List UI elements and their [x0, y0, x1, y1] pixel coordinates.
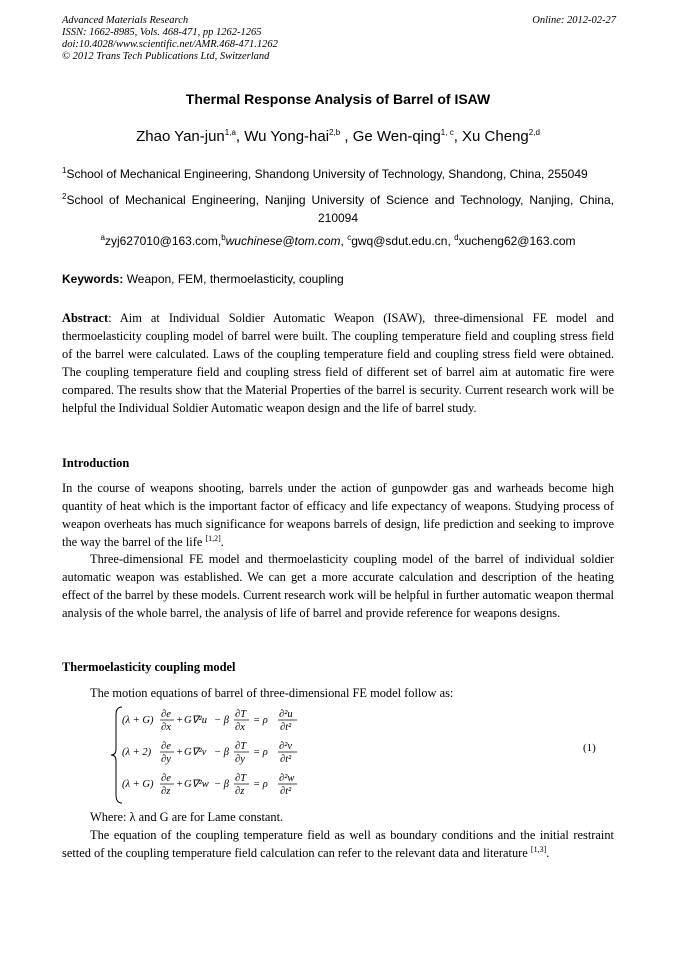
email-sep: , [340, 234, 348, 248]
email-list [62, 234, 614, 248]
eq-beta: − β [214, 747, 229, 758]
journal-name: Advanced Materials Research [62, 15, 189, 26]
motion-equations-intro: The motion equations of barrel of three-dimensional FE model follow as: [90, 686, 454, 700]
eq-plus: + [176, 747, 184, 758]
equation-row [122, 741, 297, 765]
author-list [62, 128, 614, 145]
eq-lap: G∇²w [184, 779, 209, 790]
motion-equation-system [110, 705, 330, 805]
affiliation-2 [62, 191, 614, 227]
author-sup: 1, c [440, 128, 454, 137]
eq-dtvar: ∂z [235, 786, 245, 797]
author-name: Zhao Yan-jun [136, 128, 225, 145]
journal-header [62, 15, 278, 63]
equation-number: (1) [583, 742, 596, 754]
coupling-paragraph [62, 826, 614, 862]
eq-rho: = ρ [253, 715, 268, 726]
paragraph-end: . [220, 535, 224, 549]
affiliation-text: School of Mechanical Engineering, Nanjing University of Science and Technology, Nanjing, China, 210094 [66, 193, 614, 225]
author-sup: 2,d [528, 128, 540, 137]
paragraph-text: The equation of the coupling temperature field as well as boundary conditions and the initial restraint setted of the coupling temperature field calculation can refer to the relevant data and literature [62, 828, 614, 860]
left-brace [111, 707, 122, 803]
author-sup: 1,a [224, 128, 236, 137]
affiliation-sup: 2 [62, 192, 67, 201]
eq-lap: G∇²u [184, 715, 208, 726]
author-sep: , [235, 128, 245, 145]
author-name: Xu Cheng [462, 128, 529, 145]
eq-dtvar: ∂x [235, 722, 245, 733]
introduction-paragraph-2: Three-dimensional FE model and thermoelasticity coupling model of the barrel of individual soldier automatic weapon was established. We can get a more accurate calculation and description of the heating effect of the barrel by these models. Current research work will be helpful in further automatic weapon thermal analysis of the whole barrel, the analysis of life of barrel and provide reference for weapons designs. [62, 552, 614, 620]
email-b[interactable]: wuchinese@tom.com [225, 234, 341, 248]
online-date: Online: 2012-02-27 [532, 15, 616, 26]
author-sep: , [453, 128, 463, 145]
affiliation-text: School of Mechanical Engineering, Shandong University of Technology, Shandong, China, 255049 [66, 167, 588, 181]
eq-lap: G∇²v [184, 747, 207, 758]
email-sup: c [347, 233, 352, 242]
author-sep: , [340, 128, 353, 145]
eq-dtvar: ∂y [235, 754, 245, 765]
citation: [1,3] [530, 844, 547, 854]
paper-title: Thermal Response Analysis of Barrel of ISAW [185, 91, 491, 107]
eq-dt2: ∂t² [280, 786, 292, 797]
keywords-text: Weapon, FEM, thermoelasticity, coupling [123, 272, 344, 286]
email-sup: d [454, 233, 459, 242]
keywords-label: Keywords: [62, 272, 124, 286]
eq-d2: ∂²w [279, 773, 295, 784]
eq-dt2: ∂t² [280, 722, 292, 733]
eq-dvar: ∂y [161, 754, 171, 765]
eq-de: ∂e [161, 741, 171, 752]
eq-d2: ∂²u [279, 709, 293, 720]
eq-rho: = ρ [253, 747, 268, 758]
citation: [1,2] [205, 533, 221, 543]
author-name: Ge Wen-qing [352, 128, 441, 145]
eq-coef: (λ + G) [122, 715, 154, 726]
abstract-label: Abstract [62, 311, 109, 325]
eq-dt: ∂T [235, 709, 247, 720]
copyright-line: © 2012 Trans Tech Publications Ltd, Switzerland [62, 51, 270, 62]
eq-rho: = ρ [253, 779, 268, 790]
paragraph-end: . [546, 846, 550, 860]
email-a[interactable]: zyj627010@163.com, [104, 234, 222, 248]
eq-dvar: ∂z [161, 786, 171, 797]
paragraph-text: In the course of weapons shooting, barrels under the action of gunpowder gas and warheads become high quantity of heat which is the important factor of efficacy and life expectancy of weapons. Studying process of weapon overheats has much significance for weapons barrels of design, life prediction and seeking to improve the way the barrel of the life [62, 481, 614, 549]
author-name: Wu Yong-hai [244, 128, 330, 145]
abstract-text: : Aim at Individual Soldier Automatic Weapon (ISAW), three-dimensional FE model and thermoelasticity coupling model of barrel were built. The coupling temperature field and coupling stress field of the barrel were calculated. Laws of the coupling temperature field and coupling stress field were obtained. The coupling temperature field and coupling stress field of different set of barrel aim at automatic fire were compared. The results show that the Material Properties of the barrel is security. Current research work will be helpful the Individual Soldier Automatic weapon design and the life of barrel study. [62, 311, 614, 415]
keywords-line [62, 272, 614, 286]
eq-dvar: ∂x [161, 722, 171, 733]
equation-row [122, 773, 297, 797]
email-c[interactable]: gwq@sdut.edu.cn, [351, 234, 455, 248]
author-sup: 2,b [329, 128, 341, 137]
email-d[interactable]: xucheng62@163.com [458, 234, 576, 248]
introduction-paragraph-1 [62, 479, 614, 551]
doi-line: doi:10.4028/www.scientific.net/AMR.468-471.1262 [62, 39, 278, 50]
eq-de: ∂e [161, 709, 171, 720]
email-sup: b [221, 233, 226, 242]
eq-beta: − β [214, 715, 229, 726]
eq-plus: + [176, 779, 184, 790]
introduction-heading: Introduction [62, 456, 130, 470]
email-sup: a [100, 233, 105, 242]
where-line: Where: λ and G are for Lame constant. [90, 810, 284, 824]
thermo-heading: Thermoelasticity coupling model [62, 660, 236, 674]
eq-beta: − β [214, 779, 229, 790]
eq-dt2: ∂t² [280, 754, 292, 765]
affiliation-1 [62, 165, 614, 183]
eq-plus: + [176, 715, 184, 726]
eq-coef: (λ + G) [122, 779, 154, 790]
eq-d2: ∂²v [279, 741, 292, 752]
affiliation-sup: 1 [62, 166, 67, 175]
eq-de: ∂e [161, 773, 171, 784]
issn-line: ISSN: 1662-8985, Vols. 468-471, pp 1262-1265 [62, 27, 262, 38]
abstract-paragraph [62, 309, 614, 417]
eq-dt: ∂T [235, 741, 247, 752]
equation-row [122, 709, 297, 733]
eq-dt: ∂T [235, 773, 247, 784]
eq-coef: (λ + 2) [122, 747, 152, 758]
